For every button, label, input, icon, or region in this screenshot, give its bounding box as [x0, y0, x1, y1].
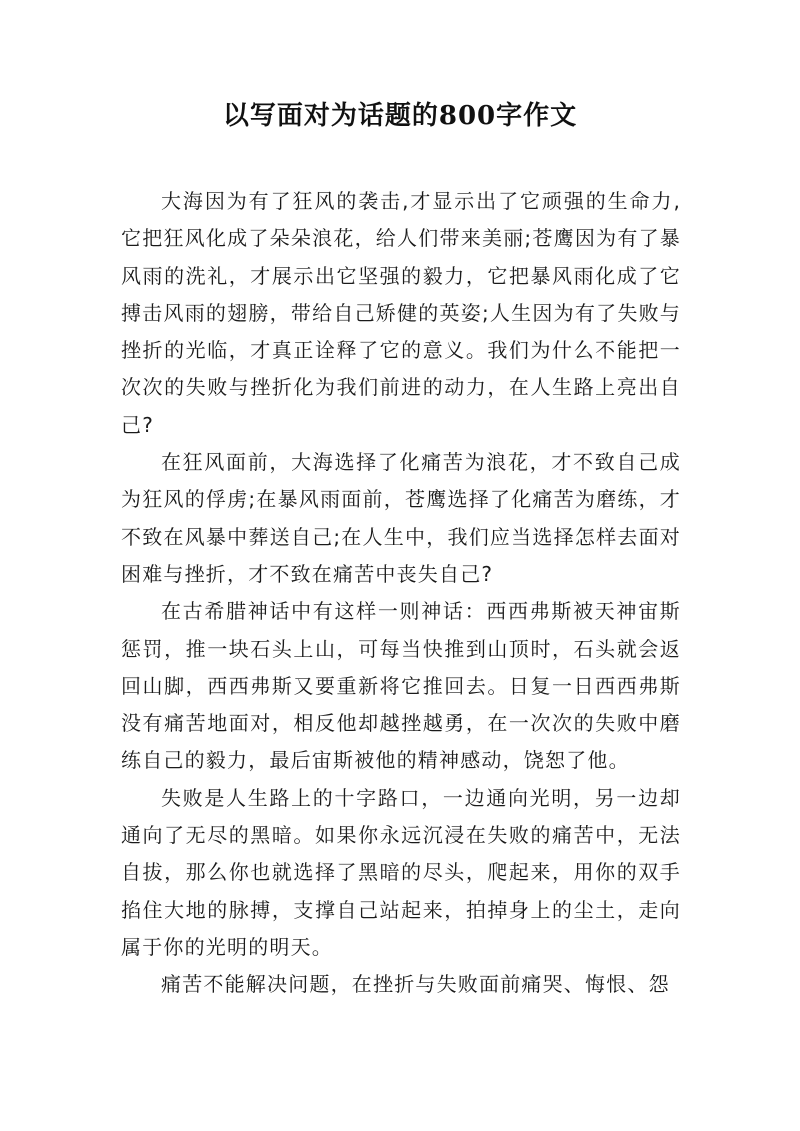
paragraph-2: 在狂风面前，大海选择了化痛苦为浪花，才不致自己成为狂风的俘虏;在暴风雨面前，苍鹰选择了化痛苦为磨练，才不致在风暴中葬送自己;在人生中，我们应当选择怎样去面对困难与挫折，才不致在痛苦中丧失自己? — [121, 450, 681, 586]
paragraph-3: 在古希腊神话中有这样一则神话：西西弗斯被天神宙斯惩罚，推一块石头上山，可每当快推到山顶时，石头就会返回山脚，西西弗斯又要重新将它推回去。日复一日西西弗斯没有痛苦地面对，相反他却越挫越勇，在一次次的失败中磨练自己的毅力，最后宙斯被他的精神感动，饶恕了他。 — [121, 599, 681, 773]
paragraph-4: 失败是人生路上的十字路口，一边通向光明，另一边却通向了无尽的黑暗。如果你永远沉浸在失败的痛苦中，无法自拔，那么你也就选择了黑暗的尽头，爬起来，用你的双手掐住大地的脉搏，支撑自己站起来，拍掉身上的尘土，走向属于你的光明的明天。 — [121, 785, 681, 959]
document-body — [121, 183, 681, 1004]
paragraph-1: 大海因为有了狂风的袭击,才显示出了它顽强的生命力,它把狂风化成了朵朵浪花，给人们带来美丽;苍鹰因为有了暴风雨的洗礼，才展示出它坚强的毅力，它把暴风雨化成了它搏击风雨的翅膀，带给自己矫健的英姿;人生因为有了失败与挫折的光临，才真正诠释了它的意义。我们为什么不能把一次次的失败与挫折化为我们前进的动力，在人生路上亮出自己? — [121, 189, 681, 437]
paragraph-5: 痛苦不能解决问题，在挫折与失败面前痛哭、悔恨、怨 — [161, 972, 670, 997]
document-title: 以写面对为话题的800字作文 — [222, 101, 578, 131]
